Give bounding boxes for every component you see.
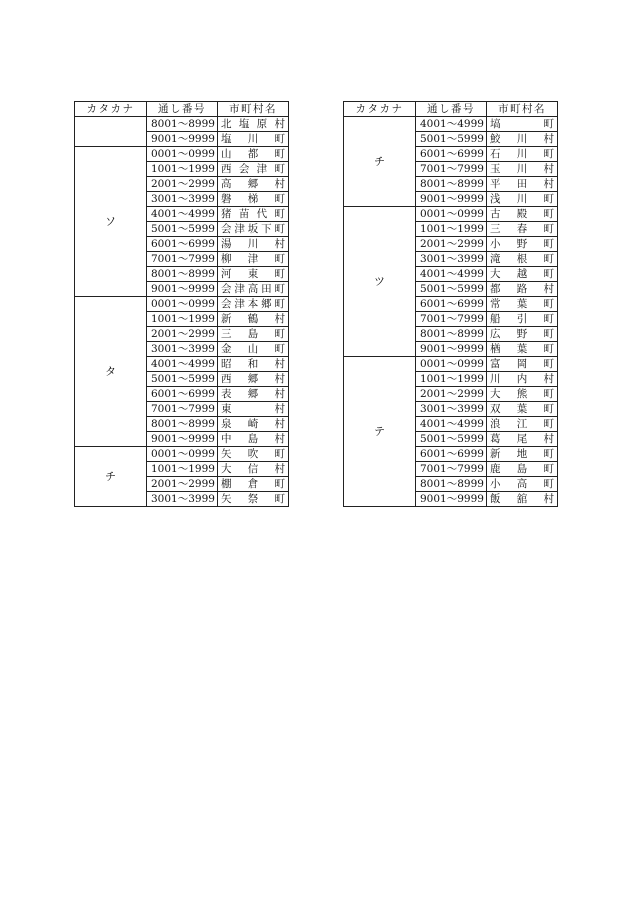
municipality-name-cell: 金 山 町 bbox=[218, 342, 289, 357]
serial-number-range-cell: 7001～7999 bbox=[416, 462, 487, 477]
municipality-name-cell: 小 野 町 bbox=[487, 237, 558, 252]
katakana-group-cell: ソ bbox=[75, 147, 147, 297]
municipality-name-cell: 高 郷 村 bbox=[218, 177, 289, 192]
municipality-name-cell: 西会津町 bbox=[218, 162, 289, 177]
serial-number-range-cell: 7001～7999 bbox=[147, 252, 218, 267]
serial-number-range-cell: 5001～5999 bbox=[416, 132, 487, 147]
municipality-name-cell: 飯 舘 村 bbox=[487, 492, 558, 507]
municipality-name-cell: 浅 川 町 bbox=[487, 192, 558, 207]
serial-number-range-cell: 2001～2999 bbox=[416, 387, 487, 402]
table-row bbox=[75, 147, 289, 162]
table-row bbox=[75, 447, 289, 462]
serial-number-range-cell: 8001～8999 bbox=[147, 417, 218, 432]
serial-number-range-cell: 6001～6999 bbox=[416, 447, 487, 462]
serial-number-range-cell: 1001～1999 bbox=[147, 162, 218, 177]
municipality-name-cell: 船 引 町 bbox=[487, 312, 558, 327]
table-header-row bbox=[344, 102, 558, 117]
header-municipality-name: 市町村名 bbox=[218, 102, 289, 117]
municipality-name-cell: 平 田 村 bbox=[487, 177, 558, 192]
serial-number-range-cell: 0001～0999 bbox=[147, 447, 218, 462]
serial-number-range-cell: 3001～3999 bbox=[147, 342, 218, 357]
serial-number-range-cell: 1001～1999 bbox=[147, 462, 218, 477]
municipality-name-cell: 会津高田町 bbox=[218, 282, 289, 297]
serial-number-range-cell: 4001～4999 bbox=[147, 357, 218, 372]
municipality-name-cell: 古 殿 町 bbox=[487, 207, 558, 222]
serial-number-range-cell: 2001～2999 bbox=[147, 477, 218, 492]
municipality-name-cell: 大 熊 町 bbox=[487, 387, 558, 402]
municipality-name-cell: 鮫 川 村 bbox=[487, 132, 558, 147]
serial-number-range-cell: 3001～3999 bbox=[416, 252, 487, 267]
municipality-name-cell: 大 信 村 bbox=[218, 462, 289, 477]
table-row bbox=[344, 207, 558, 222]
municipality-name-cell: 鹿 島 町 bbox=[487, 462, 558, 477]
serial-number-range-cell: 6001～6999 bbox=[416, 297, 487, 312]
serial-number-range-cell: 2001～2999 bbox=[416, 237, 487, 252]
municipality-name-cell: 会津本郷町 bbox=[218, 297, 289, 312]
municipality-name-cell: 川 内 村 bbox=[487, 372, 558, 387]
table-row bbox=[75, 117, 289, 132]
municipality-name-cell: 浪 江 町 bbox=[487, 417, 558, 432]
municipality-name-cell: 矢 吹 町 bbox=[218, 447, 289, 462]
katakana-group-cell: チ bbox=[75, 447, 147, 507]
serial-number-range-cell: 9001～9999 bbox=[416, 342, 487, 357]
serial-number-range-cell: 9001～9999 bbox=[416, 192, 487, 207]
municipality-name-cell: 新 鶴 村 bbox=[218, 312, 289, 327]
municipality-name-cell: 塩 川 町 bbox=[218, 132, 289, 147]
serial-number-range-cell: 4001～4999 bbox=[416, 417, 487, 432]
municipality-name-cell: 双 葉 町 bbox=[487, 402, 558, 417]
table-row bbox=[344, 117, 558, 132]
serial-number-range-cell: 6001～6999 bbox=[147, 387, 218, 402]
serial-number-range-cell: 1001～1999 bbox=[416, 372, 487, 387]
municipality-name-cell: 湯 川 村 bbox=[218, 237, 289, 252]
serial-number-range-cell: 0001～0999 bbox=[416, 207, 487, 222]
serial-number-range-cell: 2001～2999 bbox=[147, 177, 218, 192]
municipality-name-cell: 滝 根 町 bbox=[487, 252, 558, 267]
municipality-name-cell: 矢 祭 町 bbox=[218, 492, 289, 507]
serial-number-range-cell: 2001～2999 bbox=[147, 327, 218, 342]
serial-number-range-cell: 9001～9999 bbox=[416, 492, 487, 507]
municipality-name-cell: 楢 葉 町 bbox=[487, 342, 558, 357]
katakana-group-cell: チ bbox=[344, 117, 416, 207]
municipality-name-cell: 西 郷 村 bbox=[218, 372, 289, 387]
header-katakana: カタカナ bbox=[75, 102, 147, 117]
serial-number-range-cell: 6001～6999 bbox=[147, 237, 218, 252]
municipality-name-cell: 泉 崎 村 bbox=[218, 417, 289, 432]
serial-number-range-cell: 1001～1999 bbox=[416, 222, 487, 237]
municipality-name-cell: 富 岡 町 bbox=[487, 357, 558, 372]
municipality-name-cell: 大 越 町 bbox=[487, 267, 558, 282]
serial-number-range-cell: 1001～1999 bbox=[147, 312, 218, 327]
municipality-name-cell: 北塩原村 bbox=[218, 117, 289, 132]
serial-number-range-cell: 8001～8999 bbox=[416, 477, 487, 492]
serial-number-range-cell: 9001～9999 bbox=[147, 282, 218, 297]
municipality-name-cell: 三 春 町 bbox=[487, 222, 558, 237]
header-municipality-name: 市町村名 bbox=[487, 102, 558, 117]
serial-number-range-cell: 4001～4999 bbox=[416, 267, 487, 282]
municipality-name-cell: 塙 町 bbox=[487, 117, 558, 132]
municipality-name-cell: 都 路 村 bbox=[487, 282, 558, 297]
table-row bbox=[75, 297, 289, 312]
serial-number-range-cell: 3001～3999 bbox=[147, 492, 218, 507]
serial-number-range-cell: 5001～5999 bbox=[147, 222, 218, 237]
serial-number-range-cell: 9001～9999 bbox=[147, 432, 218, 447]
serial-number-range-cell: 0001～0999 bbox=[147, 297, 218, 312]
municipality-name-cell: 棚 倉 町 bbox=[218, 477, 289, 492]
serial-number-range-cell: 7001～7999 bbox=[147, 402, 218, 417]
municipality-name-cell: 柳 津 町 bbox=[218, 252, 289, 267]
municipality-code-table-right bbox=[343, 101, 558, 507]
municipality-name-cell: 表 郷 村 bbox=[218, 387, 289, 402]
katakana-group-cell: タ bbox=[75, 297, 147, 447]
serial-number-range-cell: 5001～5999 bbox=[416, 432, 487, 447]
serial-number-range-cell: 4001～4999 bbox=[416, 117, 487, 132]
header-katakana: カタカナ bbox=[344, 102, 416, 117]
serial-number-range-cell: 8001～8999 bbox=[147, 117, 218, 132]
municipality-name-cell: 新 地 町 bbox=[487, 447, 558, 462]
katakana-group-cell: テ bbox=[344, 357, 416, 507]
katakana-group-cell: ツ bbox=[344, 207, 416, 357]
municipality-name-cell: 三 島 町 bbox=[218, 327, 289, 342]
municipality-name-cell: 中 島 村 bbox=[218, 432, 289, 447]
municipality-name-cell: 猪苗代町 bbox=[218, 207, 289, 222]
serial-number-range-cell: 3001～3999 bbox=[416, 402, 487, 417]
table-row bbox=[344, 357, 558, 372]
serial-number-range-cell: 8001～8999 bbox=[416, 327, 487, 342]
serial-number-range-cell: 7001～7999 bbox=[416, 162, 487, 177]
katakana-group-cell bbox=[75, 117, 147, 147]
serial-number-range-cell: 0001～0999 bbox=[147, 147, 218, 162]
header-serial-number: 通し番号 bbox=[416, 102, 487, 117]
municipality-name-cell: 会津坂下町 bbox=[218, 222, 289, 237]
serial-number-range-cell: 7001～7999 bbox=[416, 312, 487, 327]
municipality-name-cell: 山 都 町 bbox=[218, 147, 289, 162]
serial-number-range-cell: 0001～0999 bbox=[416, 357, 487, 372]
municipality-name-cell: 石 川 町 bbox=[487, 147, 558, 162]
municipality-name-cell: 昭 和 村 bbox=[218, 357, 289, 372]
serial-number-range-cell: 5001～5999 bbox=[147, 372, 218, 387]
municipality-name-cell: 磐 梯 町 bbox=[218, 192, 289, 207]
municipality-name-cell: 常 葉 町 bbox=[487, 297, 558, 312]
serial-number-range-cell: 8001～8999 bbox=[416, 177, 487, 192]
municipality-name-cell: 小 高 町 bbox=[487, 477, 558, 492]
header-serial-number: 通し番号 bbox=[147, 102, 218, 117]
serial-number-range-cell: 4001～4999 bbox=[147, 207, 218, 222]
serial-number-range-cell: 8001～8999 bbox=[147, 267, 218, 282]
serial-number-range-cell: 5001～5999 bbox=[416, 282, 487, 297]
municipality-name-cell: 広 野 町 bbox=[487, 327, 558, 342]
serial-number-range-cell: 6001～6999 bbox=[416, 147, 487, 162]
table-header-row bbox=[75, 102, 289, 117]
municipality-name-cell: 東 村 bbox=[218, 402, 289, 417]
serial-number-range-cell: 9001～9999 bbox=[147, 132, 218, 147]
municipality-name-cell: 葛 尾 村 bbox=[487, 432, 558, 447]
municipality-name-cell: 河 東 町 bbox=[218, 267, 289, 282]
municipality-name-cell: 玉 川 村 bbox=[487, 162, 558, 177]
serial-number-range-cell: 3001～3999 bbox=[147, 192, 218, 207]
municipality-code-table-left bbox=[74, 101, 289, 507]
